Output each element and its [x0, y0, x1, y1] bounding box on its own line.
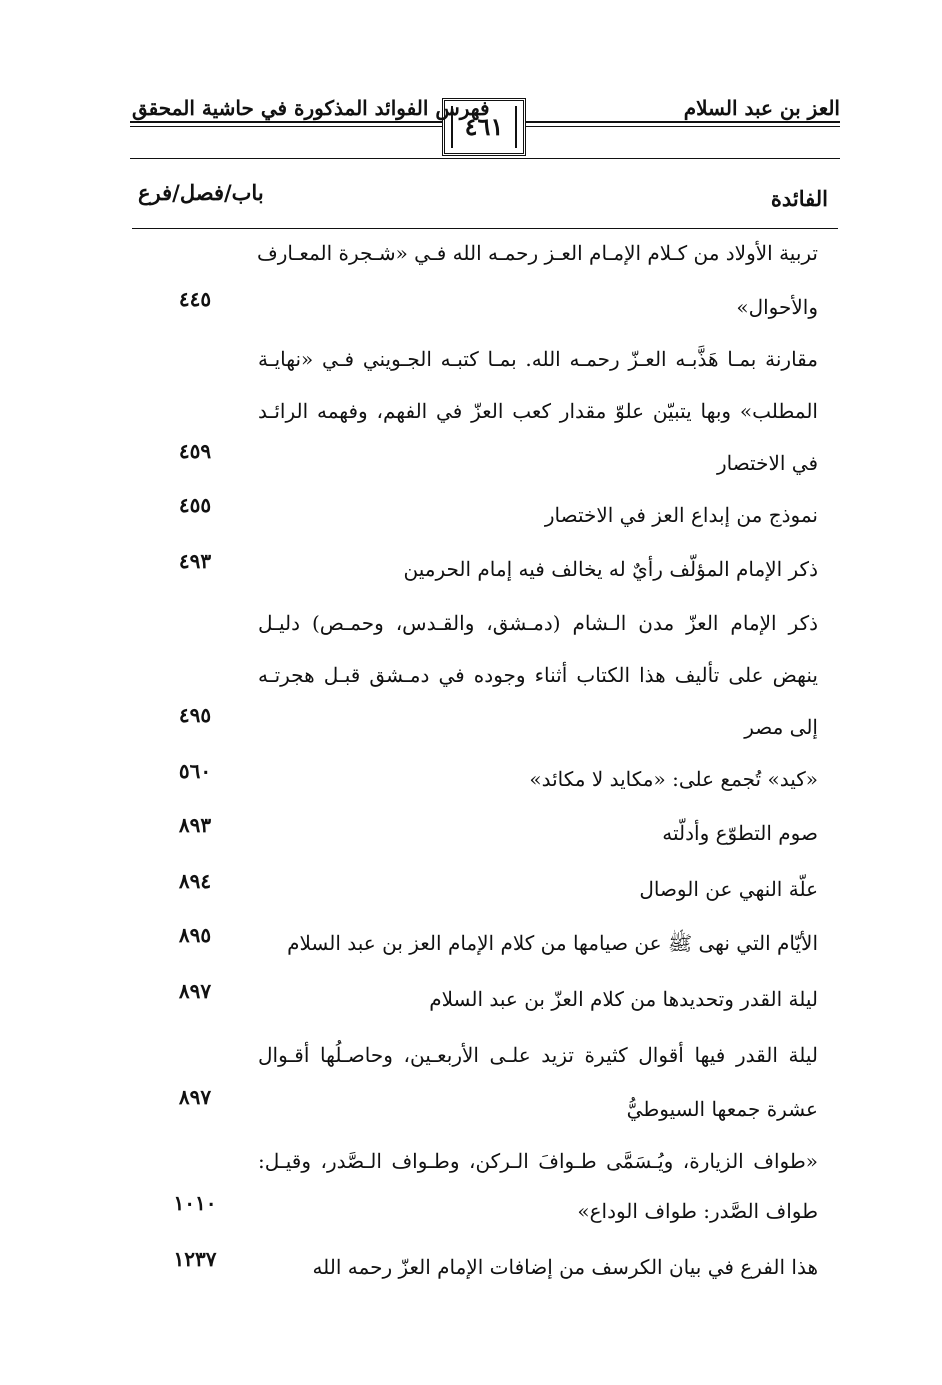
- entry-line: في الاختصار: [716, 451, 818, 475]
- entry-line: الأيّام التي نهى ﷺ عن صيامها من كلام الإمام العز بن عبد السلام: [287, 931, 818, 955]
- entry-line: عشرة جمعها السيوطيُّ: [626, 1097, 818, 1121]
- entry-line: «طواف الزيارة، ويُـسَمَّى طـوافَ الـركن، وطـواف الـصَّدر، وقيـل:: [258, 1149, 818, 1173]
- entry-page-number: ١٢٣٧: [173, 1247, 217, 1271]
- entry-line: ذكر الإمام العزّ مدن الـشام (دمـشق، والقـدس، وحمـص) دليـل: [258, 611, 818, 635]
- running-header-author: العز بن عبد السلام: [683, 96, 840, 120]
- entry-page-number: ١٠١٠: [173, 1191, 217, 1215]
- entry-line: هذا الفرع في بيان الكرسف من إضافات الإمام العزّ رحمه الله: [312, 1255, 818, 1279]
- entry-line: ليلة القدر وتحديدها من كلام العزّ بن عبد السلام: [429, 987, 818, 1011]
- entry-line: نموذج من إبداع العز في الاختصار: [544, 503, 818, 527]
- entry-line: ذكر الإمام المؤلّف رأيٌ له يخالف فيه إمام الحرمين: [403, 557, 818, 581]
- entry-page-number: ٥٦٠: [178, 759, 212, 783]
- entry-page-number: ٤٥٥: [178, 493, 212, 517]
- entry-page-number: ٤٤٥: [178, 287, 212, 311]
- entry-line: «كيد» تُجمع على: «مكايد لا مكائد»: [529, 767, 818, 791]
- entry-page-number: ٤٩٣: [178, 549, 212, 573]
- entry-line: المطلب» وبها يتبيّن علوّ مقدار كعب العزّ في الفهم، وفهمه الرائـد: [258, 399, 818, 423]
- entry-page-number: ٤٥٩: [178, 439, 212, 463]
- page-number: ٤٦١: [464, 112, 504, 141]
- header-rule-right: [526, 121, 840, 123]
- entry-page-number: ٨٩٣: [178, 813, 212, 837]
- entry-line: طواف الصَّدر: طواف الوداع»: [577, 1199, 818, 1223]
- header-divider: [130, 158, 840, 159]
- entry-page-number: ٤٩٥: [178, 703, 212, 727]
- entry-line: مقارنة بمـا هَذَّبـه العـزّ رحمـه الله. بمـا كتبـه الجـويني فـي «نهايـة: [258, 347, 818, 371]
- header-rule-left: [130, 121, 442, 123]
- column-heading-note: الفائدة: [770, 186, 828, 211]
- entry-page-number: ٨٩٧: [178, 979, 212, 1003]
- column-heading-location: باب/فصل/فرع: [138, 180, 264, 205]
- header-rule-right-thin: [526, 126, 840, 127]
- entry-line: ينهض على تأليف هذا الكتاب أثناء وجوده في دمـشق قبـل هجرتـه: [258, 663, 818, 687]
- entry-page-number: ٨٩٥: [178, 923, 212, 947]
- entry-line: ليلة القدر فيها أقوال كثيرة تزيد علـى الأربعـين، وحاصـلُها أقـوال: [258, 1043, 818, 1067]
- entry-line: صوم التطوّع وأدلّته: [662, 821, 818, 845]
- entry-line: والأحوال»: [736, 295, 818, 319]
- entry-line: علّة النهي عن الوصال: [639, 877, 818, 901]
- running-header-title: فهرس الفوائد المذكورة في حاشية المحقق: [132, 96, 490, 120]
- entry-page-number: ٨٩٤: [178, 869, 212, 893]
- entry-line: تربية الأولاد من كـلام الإمـام العـز رحمـه الله فـي «شـجرة المعـارف: [256, 241, 818, 265]
- column-heading-divider: [132, 228, 838, 229]
- entry-line: إلى مصر: [744, 715, 818, 739]
- header-rule-left-thin: [130, 126, 442, 127]
- entry-page-number: ٨٩٧: [178, 1085, 212, 1109]
